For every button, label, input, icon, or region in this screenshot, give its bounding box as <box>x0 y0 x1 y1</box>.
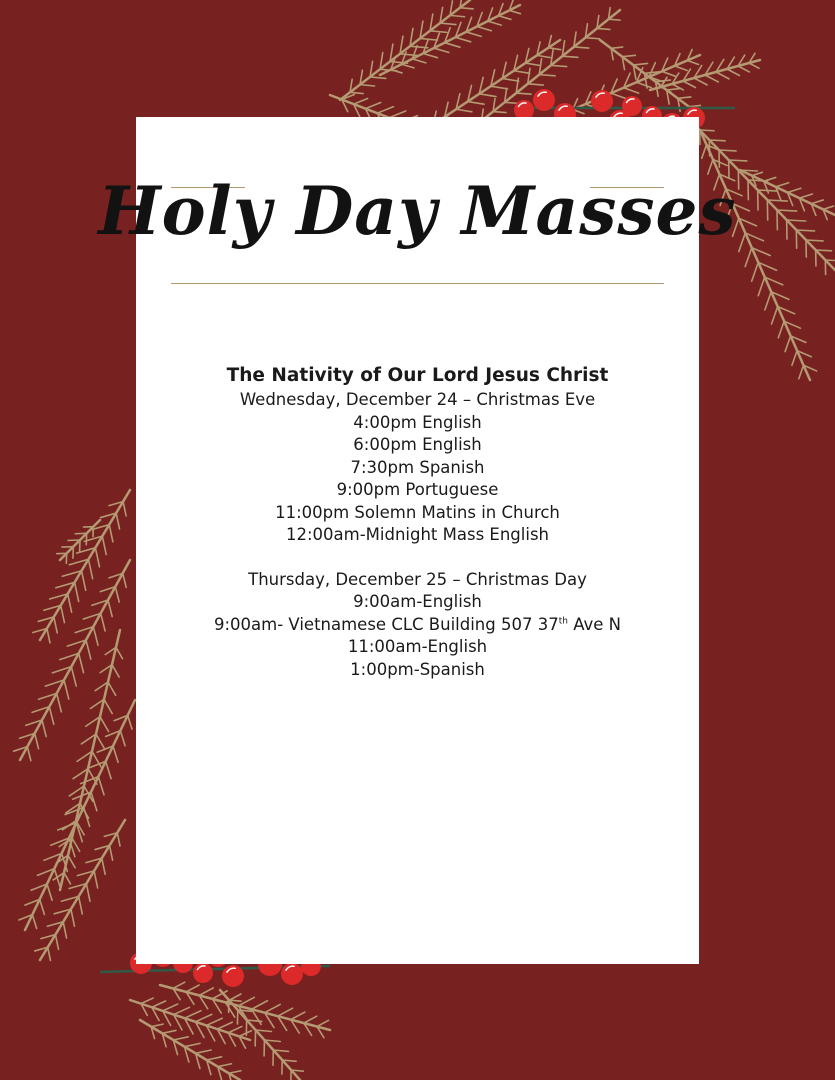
mass-time: 9:00pm Portuguese <box>336 480 499 499</box>
holly-berries-icon <box>533 89 555 111</box>
title-rule-bottom <box>171 283 664 284</box>
pine-branch-icon <box>700 130 817 380</box>
holly-berries-icon <box>622 96 642 116</box>
holly-berries-icon <box>222 965 244 987</box>
mass-time: 11:00am-English <box>347 637 488 656</box>
mass-time: 1:00pm-Spanish <box>350 659 485 679</box>
holly-berries-icon <box>281 963 303 985</box>
mass-time: 9:00am-English <box>353 592 482 611</box>
christmas-day-heading: Thursday, December 25 – Christmas Day <box>248 569 587 589</box>
section-spacer <box>136 547 699 569</box>
ordinal-suffix: th <box>558 616 568 626</box>
feast-name: The Nativity of Our Lord Jesus Christ <box>226 365 609 386</box>
mass-schedule <box>136 363 699 681</box>
pine-branch-icon <box>33 490 130 643</box>
mass-time: 4:00pm English <box>353 412 482 432</box>
pine-branch-icon <box>340 0 473 100</box>
holly-berries-icon <box>591 90 613 112</box>
mass-time-vietnamese-main: 9:00am- Vietnamese CLC Building 507 37 <box>213 614 559 634</box>
mass-time-vietnamese <box>136 614 699 637</box>
holly-berries-icon <box>193 963 213 983</box>
pine-branch-icon <box>57 520 100 563</box>
christmas-eve-heading: Wednesday, December 24 – Christmas Eve <box>239 390 596 409</box>
mass-time: 7:30pm Spanish <box>350 457 485 477</box>
pine-branch-icon <box>470 8 620 130</box>
mass-time-vietnamese-end: Ave N <box>567 614 622 634</box>
mass-time: 12:00am-Midnight Mass English <box>285 525 550 544</box>
mass-time: 11:00pm Solemn Matins in Church <box>275 502 560 522</box>
mass-time: 6:00pm English <box>353 435 482 454</box>
page-title: Holy Day Masses <box>98 172 737 250</box>
